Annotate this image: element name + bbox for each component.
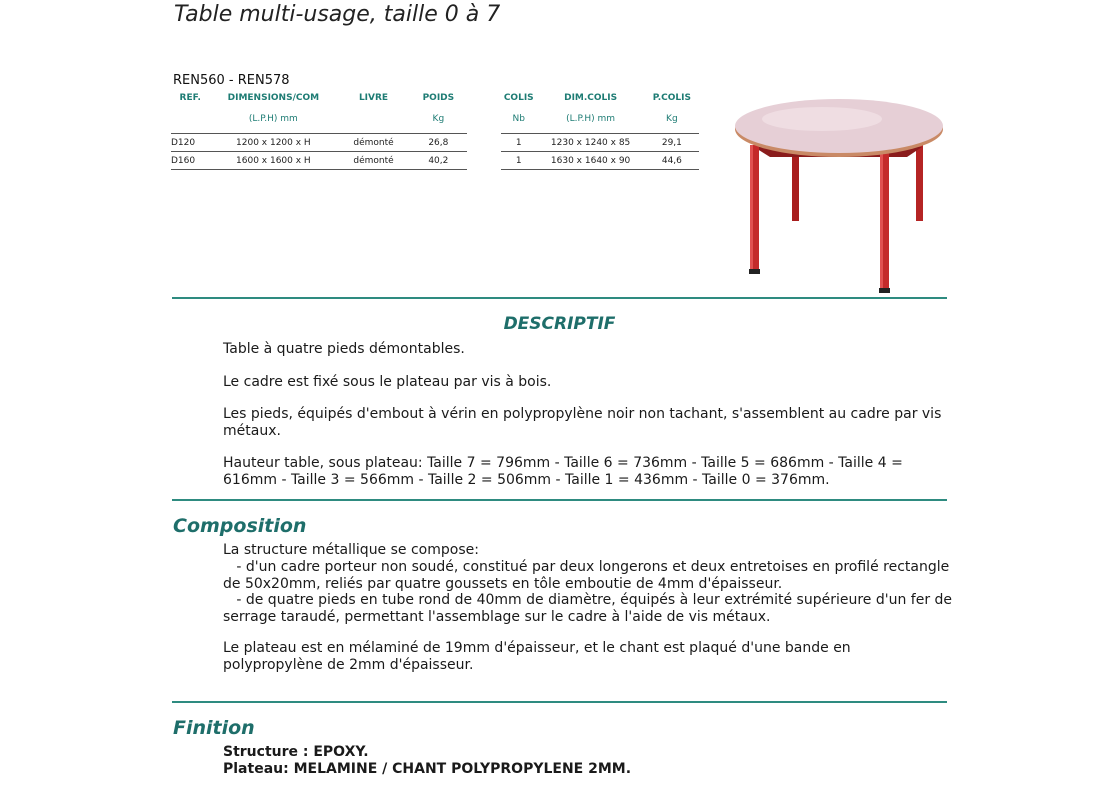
cell-livre: démonté (337, 134, 409, 152)
cell-colis: 1 (501, 152, 536, 170)
page-title: Table multi-usage, taille 0 à 7 (174, 2, 501, 27)
col-header-poids: POIDS (422, 92, 455, 103)
col-header-colis: COLIS (503, 92, 534, 103)
col-header-ref: REF. (179, 92, 201, 103)
cell-ref: D160 (171, 152, 209, 170)
unit-livre (337, 105, 409, 134)
composition-intro: La structure métallique se compose: (223, 542, 479, 558)
unit-p-colis: Kg (645, 105, 699, 134)
composition-item: - d'un cadre porteur non soudé, constitué par deux longerons et deux entretoises en profilé rectangle de 50x20mm, reliés par quatre goussets en tôle emboutie de 4mm d'épaisseur. (223, 559, 954, 592)
cell-colis: 1 (501, 134, 536, 152)
cell-livre: démonté (337, 152, 409, 170)
col-header-dimensions: DIMENSIONS/COM (227, 92, 320, 103)
table-row (171, 134, 467, 152)
composition-heading: Composition (173, 515, 307, 537)
finition-plateau: Plateau: MELAMINE / CHANT POLYPROPYLENE 2MM. (223, 761, 632, 777)
unit-dim-colis: (L.P.H) mm (536, 105, 644, 134)
divider (172, 701, 947, 703)
descriptif-paragraph: Hauteur table, sous plateau: Taille 7 = 796mm - Taille 6 = 736mm - Taille 5 = 686mm - Taille 4 = 616mm - Taille 3 = 566mm - Taille 2 = 506mm - Taille 1 = 436mm - Taille 0 = 376mm. (223, 455, 903, 488)
divider (172, 297, 947, 299)
divider (172, 499, 947, 501)
composition-plateau: Le plateau est en mélaminé de 19mm d'épaisseur, et le chant est plaqué d'une bande en polypropylène de 2mm d'épaisseur. (223, 640, 851, 673)
descriptif-paragraph: Table à quatre pieds démontables. (223, 341, 465, 357)
descriptif-heading: DESCRIPTIF (503, 314, 616, 334)
cell-ref: D120 (171, 134, 209, 152)
spec-table-dimensions (171, 90, 467, 170)
unit-dimensions: (L.P.H) mm (209, 105, 337, 134)
cell-poids: 26,8 (410, 134, 467, 152)
unit-ref (171, 105, 209, 134)
cell-dimensions: 1600 x 1600 x H (209, 152, 337, 170)
round-table-icon (732, 95, 946, 295)
col-header-p-colis: P.COLIS (652, 92, 691, 103)
table-row (501, 152, 699, 170)
cell-poids: 40,2 (410, 152, 467, 170)
finition-heading: Finition (173, 717, 255, 739)
unit-colis: Nb (501, 105, 536, 134)
cell-p-colis: 29,1 (645, 134, 699, 152)
descriptif-paragraph: Les pieds, équipés d'embout à vérin en polypropylène noir non tachant, s'assemblent au cadre par vis métaux. (223, 406, 942, 439)
table-row (501, 134, 699, 152)
unit-poids: Kg (410, 105, 467, 134)
col-header-dim-colis: DIM.COLIS (564, 92, 618, 103)
composition-item: - de quatre pieds en tube rond de 40mm de diamètre, équipés à leur extrémité supérieure d'un fer de serrage taraudé, permettant l'assemblage sur le cadre à l'aide de vis métaux. (223, 592, 957, 625)
reference-heading: REN560 - REN578 (173, 73, 290, 88)
cell-dim-colis: 1630 x 1640 x 90 (536, 152, 644, 170)
cell-p-colis: 44,6 (645, 152, 699, 170)
descriptif-paragraph: Le cadre est fixé sous le plateau par vis à bois. (223, 374, 552, 390)
cell-dimensions: 1200 x 1200 x H (209, 134, 337, 152)
finition-structure: Structure : EPOXY. (223, 744, 369, 760)
col-header-livre: LIVRE (358, 92, 389, 103)
cell-dim-colis: 1230 x 1240 x 85 (536, 134, 644, 152)
table-row (171, 152, 467, 170)
spec-table-packaging (501, 90, 699, 170)
